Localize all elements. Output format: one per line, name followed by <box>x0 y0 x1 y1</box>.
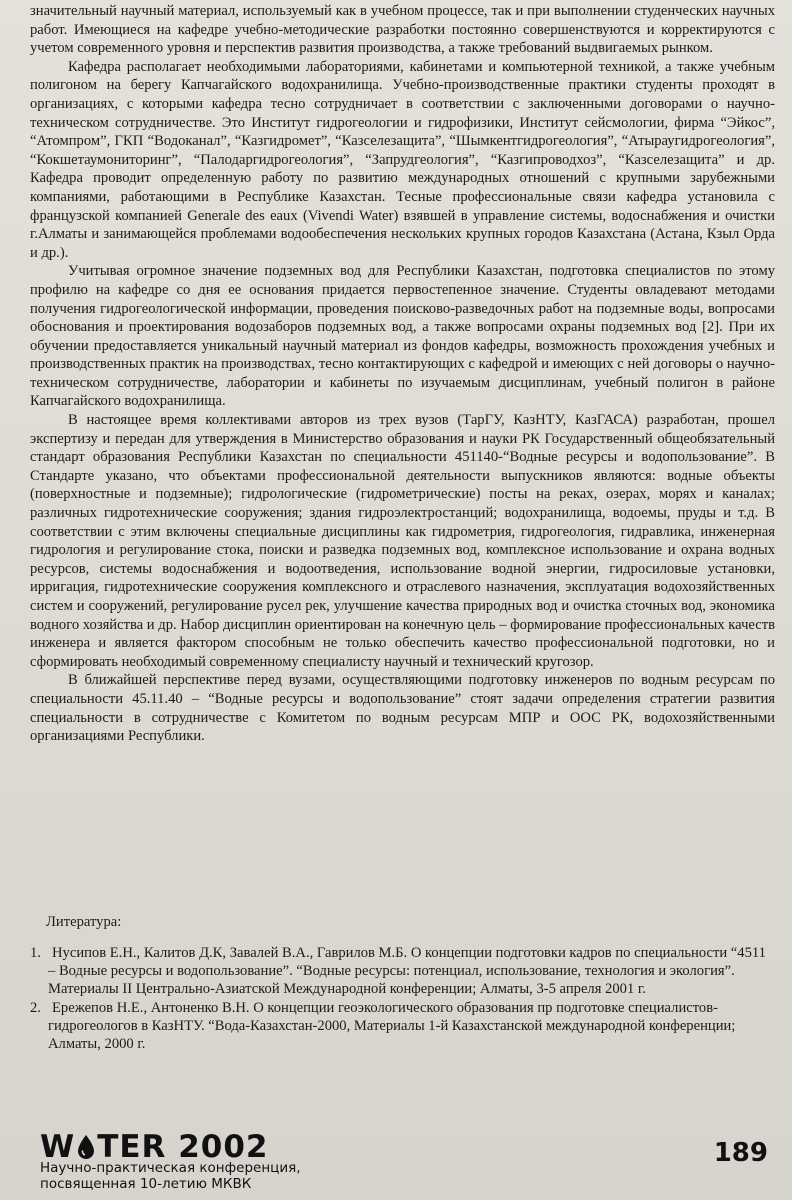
page-number: 189 <box>713 1138 768 1168</box>
reference-text: Ережепов Н.Е., Антоненко В.Н. О концепции геоэкологического образования пр подготовке специалистов-гидрогеологов в КазНТУ. “Вода-Казахстан-2000, Материалы 1-й Казахстанской международной конференции; Алматы, 2000 г. <box>48 999 736 1053</box>
reference-item <box>30 999 775 1054</box>
reference-text: Нусипов Е.Н., Калитов Д.К, Завалей В.А., Гаврилов М.Б. О концепции подготовки кадров по специальности “4511 – Водные ресурсы и водопользование”. “Водные ресурсы: потенциал, использование, технология и экология”. Материалы II Центрально-Азиатской Международной конференции; Алматы, 3-5 апреля 2001 г. <box>48 945 766 998</box>
reference-list <box>30 944 775 1053</box>
paragraph-1: значительный научный материал, используемый как в учебном процессе, так и при выполнении студенческих научных работ. Имеющиеся на кафедре учебно-методические разработки постоянно совершенствуются и корректируются с учетом современного уровня и перспектив развития производства, а также требований выдвигаемых рынком. <box>30 3 775 57</box>
logo-text: TER 2002 <box>97 1129 269 1165</box>
literature-heading: Литература: <box>46 914 122 930</box>
reference-number: 2. <box>30 999 41 1016</box>
paragraph-5: В ближайшей перспективе перед вузами, осуществляющими подготовку инженеров по водным ресурсам по специальности 45.11.40 – “Водные ресурсы и водопользование” стоят задачи определения стратегии развития специальности в сотрудничестве с Комитетом по водным ресурсам МПР и ООС РК, водохозяйственными организациями Республики. <box>30 672 775 745</box>
conference-logo <box>40 1130 268 1164</box>
reference-number: 1. <box>30 945 41 961</box>
water-drop-icon <box>76 1134 96 1160</box>
paragraph-3: Учитывая огромное значение подземных вод для Республики Казахстан, подготовка специалистов по этому профилю на кафедре со дня ее основания придается первостепенное значение. Студенты овладевают методами получения гидрогеологической информации, проведения поисково-разведочных работ на подземные воды, вопросами обоснования и проектирования водозаборов подземных вод, а также вопросами охраны подземных вод [2]. При их обучении предоставляется уникальный научный материал из фондов кафедры, возможность прохождения учебных и производственных практик на производствах, тесно контактирующих с кафедрой и имеющих с ней договоры о научно-техническом сотрудничестве, лаборатории и кабинеты по изучаемым дисциплинам, учебный полигон в районе Капчагайского водохранилища. <box>30 263 775 410</box>
paragraph-4: В настоящее время коллективами авторов из трех вузов (ТарГУ, КазНТУ, КазГАСА) разработан, прошел экспертизу и передан для утверждения в Министерство образования и науки РК Государственный общеобязательный стандарт образования Республики Казахстан по специальности 451140-“Водные ресурсы и водопользование”. В Стандарте указано, что объектами профессиональной деятельности выпускников являются: водные объекты (поверхностные и подземные); гидрологические (гидрометрические) посты на реках, озерах, морях и каналах; различных гидротехнические сооружения; здания гидроэлектростанций; водохранилища, водоемы, пруды и т.д. В соответствии с этим включены специальные дисциплины как гидрометрия, гидрогеология, гидравлика, инженерная гидрология и регулирование стока, поиски и разведка подземных вод, комплексное использование и охрана водных ресурсов, системы водоснабжения и водоотведения, использование водной энергии, гидросиловые установки, ирригация, гидротехнические сооружения комплексного и отраслевого назначения, эксплуатация водохозяйственных систем и сооружений, регулирование русел рек, улучшение качества природных вод и очистка сточных вод, экономика водного хозяйства и др. Набор дисциплин ориентирован на конечную цель – формирование профессиональных качеств инженера и является фактором способным не только обеспечить качество профессиональной подготовки, но и сформировать необходимый современному специалисту научный и технический кругозор. <box>30 412 775 670</box>
article-body <box>30 2 775 746</box>
conference-subtitle <box>40 1161 301 1192</box>
logo-letter-w: W <box>40 1129 76 1165</box>
subtitle-line-2: посвященная 10-летию МКВК <box>40 1175 252 1192</box>
reference-item <box>30 944 775 999</box>
subtitle-line-1: Научно-практическая конференция, <box>40 1160 301 1176</box>
paragraph-2: Кафедра располагает необходимыми лабораториями, кабинетами и компьютерной техникой, а также учебным полигоном на берегу Капчагайского водохранилища. Учебно-производственные практики студенты проходят в организациях, с которыми кафедра тесно сотрудничает в соответствии с заключенными договорами о научно-техническом сотрудничестве. Это Институт гидрогеологии и гидрофизики, Институт сейсмологии, фирма “Эйкос”, “Атомпром”, ГКП “Водоканал”, “Казгидромет”, “Казселезащита”, “Шымкентгидрогеология”, “Атыраугидрогеология”, “Кокшетаумониторинг”, “Палодаргидрогеология”, “Запрудгеология”, “Казгипроводхоз”, “Казселезащита” и др. Кафедра проводит определенную работу по развитию международных отношений с крупными зарубежными компаниями, работающими в Республике Казахстан. Тесные профессиональные связи кафедра установила с французской компанией Generale des eaux (Vivendi Water) взявшей в управление системы, водоснабжения и очистки г.Алматы и занимающейся проблемами водообеспечения нескольких крупных городов Казахстана (Астана, Кзыл Орда и др.). <box>30 58 775 261</box>
